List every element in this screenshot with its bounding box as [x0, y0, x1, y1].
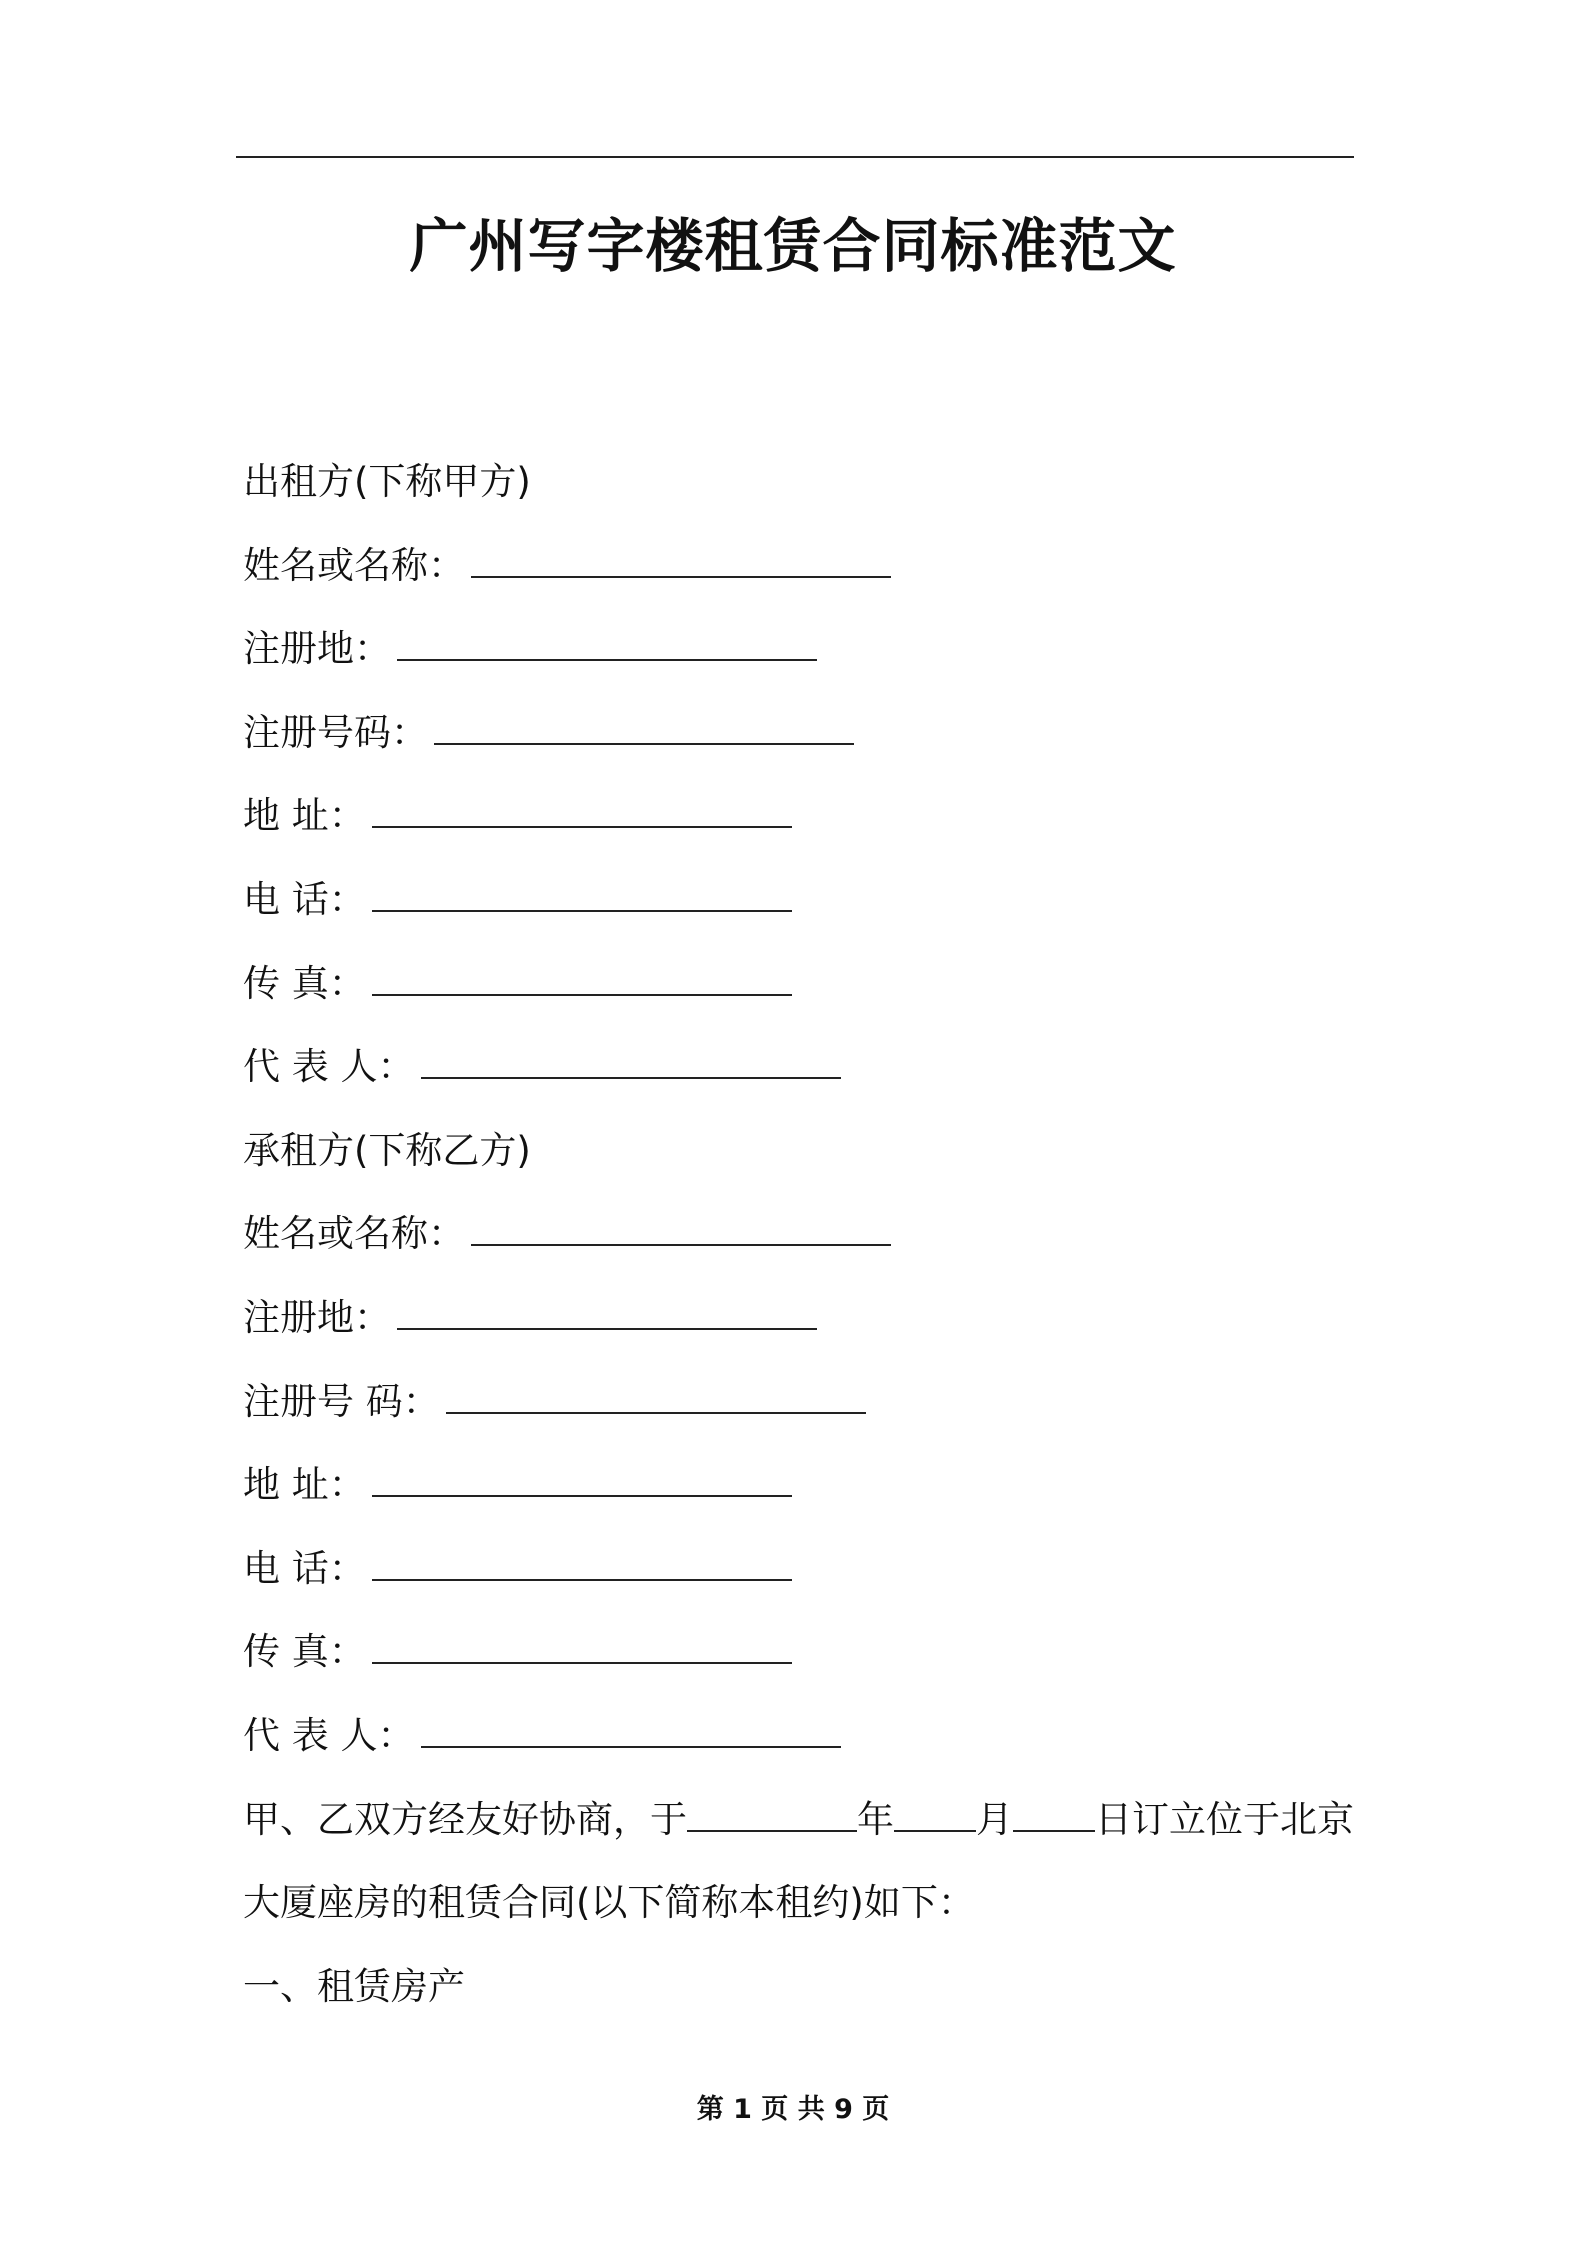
lessee-fax-blank — [372, 1634, 792, 1664]
lessee-phone-label: 电 话： — [243, 1546, 366, 1590]
document-title: 广州写字楼租赁合同标准范文 — [409, 212, 1177, 280]
lessor-representative-blank — [421, 1049, 841, 1079]
lessor-phone-label: 电 话： — [243, 877, 366, 921]
lessee-representative-blank — [421, 1718, 841, 1748]
lessee-registered-place-row — [243, 1276, 1363, 1360]
lessor-address-blank — [372, 798, 792, 828]
header-rule — [236, 156, 1354, 158]
lessee-address-label: 地 址： — [243, 1463, 366, 1507]
lessor-fax-blank — [372, 966, 792, 996]
page-number-footer: 第 1 页 共 9 页 — [696, 2094, 890, 2125]
month-label: 月 — [976, 1797, 1013, 1841]
lessee-registration-number-blank — [446, 1384, 866, 1414]
lessee-name-label: 姓名或名称： — [243, 1212, 465, 1256]
agreement-line-1 — [243, 1778, 1363, 1862]
lessor-phone-blank — [372, 882, 792, 912]
lessee-registration-number-label: 注册号 码： — [243, 1379, 440, 1423]
lessor-registration-number-label: 注册号码： — [243, 710, 428, 754]
lessor-name-blank — [471, 548, 891, 578]
lessor-name-label: 姓名或名称： — [243, 543, 465, 587]
lessor-registered-place-row — [243, 607, 1363, 691]
lessee-registered-place-blank — [397, 1300, 817, 1330]
lessee-phone-row — [243, 1527, 1363, 1611]
lessor-registration-number-row — [243, 691, 1363, 775]
lessee-fax-label: 传 真： — [243, 1630, 366, 1674]
lessor-representative-label: 代 表 人： — [243, 1045, 415, 1089]
year-label: 年 — [857, 1797, 894, 1841]
lessor-representative-row — [243, 1025, 1363, 1109]
lessee-address-row — [243, 1443, 1363, 1527]
lessee-address-blank — [372, 1467, 792, 1497]
document-body — [243, 440, 1363, 2028]
lessee-representative-label: 代 表 人： — [243, 1713, 415, 1757]
lessee-registration-number-row — [243, 1360, 1363, 1444]
lessee-registered-place-label: 注册地： — [243, 1295, 391, 1339]
agreement-line-2: 大厦座房的租赁合同(以下简称本租约)如下： — [243, 1881, 975, 1925]
lessor-fax-row — [243, 942, 1363, 1026]
lessor-address-label: 地 址： — [243, 794, 366, 838]
day-text: 日订立位于北京 — [1095, 1797, 1354, 1841]
lessee-name-row — [243, 1192, 1363, 1276]
lessor-registered-place-label: 注册地： — [243, 627, 391, 671]
lessor-phone-row — [243, 858, 1363, 942]
lessee-heading: 承租方(下称乙方) — [243, 1128, 531, 1172]
lessor-registered-place-blank — [397, 631, 817, 661]
lessor-address-row — [243, 774, 1363, 858]
lessee-name-blank — [471, 1216, 891, 1246]
year-blank — [687, 1802, 857, 1832]
lessor-fax-label: 传 真： — [243, 961, 366, 1005]
agreement-intro: 甲、乙双方经友好协商，于 — [243, 1797, 687, 1841]
lessor-registration-number-blank — [434, 715, 854, 745]
month-blank — [894, 1802, 976, 1832]
lessor-heading: 出租方(下称甲方) — [243, 460, 531, 503]
lessee-fax-row — [243, 1610, 1363, 1694]
day-blank — [1013, 1802, 1095, 1832]
lessor-name-row — [243, 524, 1363, 608]
section-heading: 一、租赁房产 — [243, 1964, 465, 2008]
lessee-phone-blank — [372, 1551, 792, 1581]
lessee-representative-row — [243, 1694, 1363, 1778]
